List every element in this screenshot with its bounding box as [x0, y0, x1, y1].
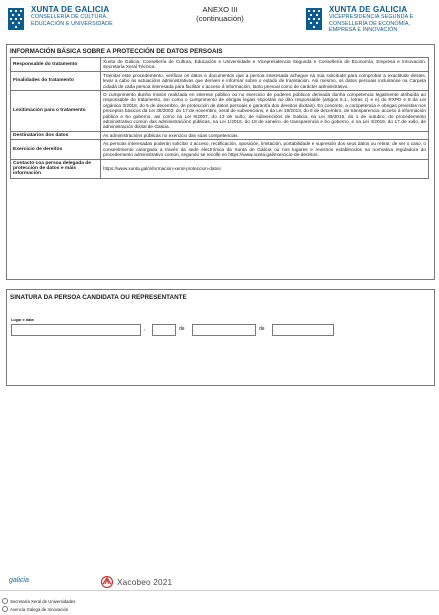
data-protection-title: INFORMACIÓN BÁSICA SOBRE A PROTECCIÓN DE DATOS PERSOAIS	[10, 48, 223, 55]
table-row	[11, 131, 429, 139]
right-logo-sub-1: VICEPRESIDENCIA SEGUNDA E	[329, 14, 414, 20]
row-label-rights: Exercicio de dereitos	[11, 140, 101, 159]
circle-bullet-icon	[2, 606, 8, 612]
right-logo-sub-2: CONSELLERÍA DE ECONOMÍA,	[329, 20, 411, 27]
place-date-label: Lugar e data	[11, 318, 34, 322]
date-separator-2: de	[259, 326, 265, 332]
data-protection-section	[6, 44, 435, 280]
annex-title: ANEXO III	[202, 5, 238, 14]
row-value-purposes: Tramitar este procedemento, verificar os datos e documentos que a persoa interesada achegue na súa solicitude para comprobar a exactitude destes, levar a cabo as actuacións administrativas que deriven e informar sobre o estado de tramitación. Así mesmo, os datos persoais incluiranse na Carpeta cidadá de cada persoa interesada para facilitar o acceso á información, tanto persoal como de carácter administrativo.	[101, 71, 429, 90]
signature-title: SINATURA DA PERSOA CANDIDATA OU REPRESENTANTE	[10, 294, 187, 301]
signature-section	[6, 289, 435, 386]
table-row	[11, 91, 429, 132]
galicia-logo	[9, 577, 29, 584]
table-row	[11, 58, 429, 72]
table-row	[11, 159, 429, 178]
xunta-crest-icon	[7, 7, 25, 31]
row-value-contact: https://www.xunta.gal/informacion-xeral-proteccion-datos	[101, 159, 429, 178]
xacobeo-shell-icon	[101, 576, 113, 588]
left-logo-sub-1: CONSELLERÍA DE CULTURA,	[31, 14, 108, 20]
date-separator-1: de	[179, 326, 185, 332]
annex-heading	[180, 5, 260, 23]
xunta-logo-left	[7, 5, 157, 37]
day-field[interactable]	[152, 324, 176, 336]
footer-item-innovation	[2, 606, 68, 612]
annex-subtitle: (continuación)	[196, 14, 244, 23]
place-date-comma: ,	[144, 326, 146, 332]
row-label-legitimation: Lexitimación para o tratamento	[11, 91, 101, 132]
circle-bullet-icon	[2, 598, 8, 604]
row-label-purposes: Finalidades do tratamento	[11, 71, 101, 90]
month-field[interactable]	[192, 324, 256, 336]
row-value-responsible: Xunta de Galicia. Consellería de Cultura, Educación e Universidade e Vicepresidencia Segunda e Consellería de Economía, Empresa e Innovación. Secretaría Xeral Técnica.	[101, 58, 429, 72]
row-value-recipients: As administracións públicas no exercicio das súas competencias.	[101, 131, 429, 139]
data-protection-table	[10, 57, 429, 179]
row-value-legitimation: O cumprimento dunha misión realizada en interese público ou no exercicio de poderes públicos derivada dunha competencia legalmente atribuída ao responsable do tratamento, así como o cumprimento de obrigas legais impostas ao dito responsable (artigos 6.1., letras c) e e) do RXPD e 8 da Lei orgánica 3/2018, do 5 de decembro, de protección de datos persoais e garantía dos dereitos dixitais). En concreto, a competencia e obrigas previstas nos preceptos básicos da Lei 38/2003, do 17 de novembro, xeral de subvencións, e da Lei 19/2013, do 9 de decembro, de transparencia, acceso á información pública e bo goberno, así como na Lei 9/2007, do 13 de xuño, de subvencións de Galicia, na Lei 39/2015, do 1 de outubro, do procedemento administrativo común das administracións públicas, na Lei 1/2016, do 18 de xaneiro, de transparencia e bo goberno, e na Lei 4/2019, do 17 de xullo, de administración dixital de Galicia.	[101, 91, 429, 132]
place-field[interactable]	[11, 324, 141, 336]
footer-divider	[0, 590, 439, 591]
footer-item-label: Secretaría Xeral de Universidades	[10, 598, 76, 604]
xunta-crest-icon	[305, 7, 323, 31]
xunta-logo-right	[305, 5, 435, 37]
table-row	[11, 71, 429, 90]
year-field[interactable]	[272, 324, 334, 336]
table-row	[11, 140, 429, 159]
right-logo-sub-3: EMPRESA E INNOVACIÓN	[329, 27, 398, 33]
right-logo-title: XUNTA DE GALICIA	[329, 5, 408, 14]
left-logo-title: XUNTA DE GALICIA	[31, 5, 110, 14]
xacobeo-logo	[101, 576, 172, 588]
row-label-contact: Contacto coa persoa delegada de protección de datos e máis información	[11, 159, 101, 178]
footer-item-universities	[2, 598, 75, 604]
row-label-responsible: Responsable do tratamento	[11, 58, 101, 72]
xacobeo-brand-text: Xacobeo 2021	[117, 577, 173, 587]
left-logo-sub-2: EDUCACIÓN E UNIVERSIDADE	[31, 20, 113, 27]
galicia-brand-text: galicia	[9, 577, 29, 584]
footer-item-label: Axencia Galega de Innovación	[10, 606, 69, 612]
row-value-rights: As persoas interesadas poderán solicitar o acceso, rectificación, oposición, limitación, portabilidade e supresión dos seus datos ou retirar, de ser o caso, o consentimento outorgado a través da sede electrónica da Xunta de Galicia ou nos lugares e rexistros establecidos na normativa reguladora do procedemento administrativo común, segundo se recolle en https://www.xunta.gal/exercicio-de-dereitos.	[101, 140, 429, 159]
row-label-recipients: Destinatarios dos datos	[11, 131, 101, 139]
